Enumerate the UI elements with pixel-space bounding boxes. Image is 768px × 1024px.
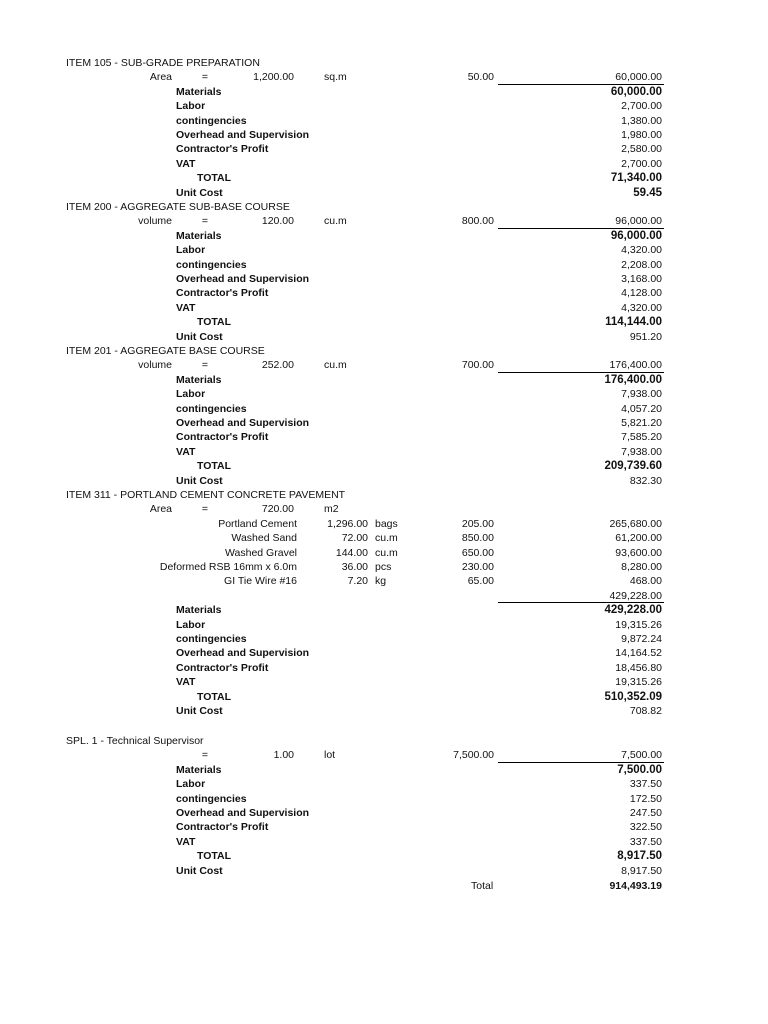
- quantity-label: volume: [138, 359, 172, 372]
- material-unit: bags: [375, 517, 398, 530]
- cost-value-total: 209,739.60: [604, 460, 662, 473]
- cost-label-labor: Labor: [176, 388, 206, 401]
- material-rate: 230.00: [461, 561, 494, 573]
- cost-value-overhead-and-supervision: 14,164.52: [615, 647, 662, 660]
- cost-value-contingencies: 172.50: [629, 792, 662, 805]
- equals-sign: =: [201, 215, 209, 228]
- material-amount: 93,600.00: [615, 546, 662, 559]
- cost-value-vat: 2,700.00: [621, 157, 662, 170]
- equals-sign: =: [201, 503, 209, 516]
- cost-label-labor: Labor: [176, 618, 206, 631]
- quantity-value: 252.00: [261, 359, 294, 372]
- cost-label-total: TOTAL: [197, 850, 232, 863]
- equals-sign: =: [201, 749, 209, 762]
- cost-label-contingencies: contingencies: [176, 114, 247, 127]
- cost-label-contractor-s-profit: Contractor's Profit: [176, 661, 269, 674]
- cost-label-contingencies: contingencies: [176, 633, 247, 645]
- cost-value-vat: 337.50: [629, 835, 662, 848]
- cost-label-contingencies: contingencies: [176, 402, 247, 415]
- materials-subtotal: 429,228.00: [609, 589, 662, 602]
- material-unit: cu.m: [375, 546, 398, 559]
- cost-value-materials: 60,000.00: [610, 85, 662, 98]
- cost-label-unit-cost: Unit Cost: [176, 705, 223, 717]
- quantity-unit: lot: [324, 749, 336, 762]
- cost-value-materials: 7,500.00: [617, 763, 662, 776]
- quantity-label: volume: [138, 215, 172, 228]
- cost-label-overhead-and-supervision: Overhead and Supervision: [176, 417, 310, 429]
- cost-label-contingencies: contingencies: [176, 258, 247, 271]
- cost-value-total: 71,340.00: [610, 172, 662, 185]
- quantity-value: 720.00: [261, 503, 294, 516]
- quantity-value: 1,200.00: [253, 71, 294, 84]
- cost-label-contractor-s-profit: Contractor's Profit: [176, 821, 269, 834]
- subtotal-rule: [498, 602, 664, 603]
- unit-rate: 700.00: [461, 359, 494, 372]
- cost-value-overhead-and-supervision: 1,980.00: [621, 129, 662, 141]
- cost-value-total: 114,144.00: [605, 316, 662, 329]
- cost-value-overhead-and-supervision: 3,168.00: [621, 273, 662, 285]
- cost-label-unit-cost: Unit Cost: [176, 864, 223, 877]
- cost-value-labor: 19,315.26: [615, 618, 662, 631]
- material-quantity: 36.00: [341, 561, 368, 573]
- section-header: SPL. 1 - Technical Supervisor: [66, 735, 204, 747]
- cost-value-labor: 7,938.00: [621, 388, 662, 401]
- cost-label-vat: VAT: [176, 445, 196, 458]
- cost-label-unit-cost: Unit Cost: [176, 330, 223, 343]
- cost-label-materials: Materials: [176, 229, 222, 242]
- cost-label-total: TOTAL: [197, 316, 232, 329]
- amount-value: 176,400.00: [609, 359, 662, 372]
- amount-value: 96,000.00: [615, 215, 662, 228]
- cost-value-overhead-and-supervision: 5,821.20: [621, 417, 662, 429]
- amount-value: 60,000.00: [615, 71, 662, 84]
- material-rate: 850.00: [461, 532, 494, 545]
- cost-value-unit-cost: 8,917.50: [621, 864, 662, 877]
- cost-value-labor: 337.50: [629, 778, 662, 791]
- cost-value-total: 510,352.09: [604, 690, 662, 703]
- cost-label-labor: Labor: [176, 778, 206, 791]
- cost-label-overhead-and-supervision: Overhead and Supervision: [176, 129, 310, 141]
- material-amount: 265,680.00: [609, 517, 662, 530]
- cost-value-contractor-s-profit: 18,456.80: [615, 661, 662, 674]
- cost-value-contingencies: 4,057.20: [621, 402, 662, 415]
- cost-value-vat: 19,315.26: [615, 676, 662, 689]
- cost-label-labor: Labor: [176, 100, 206, 113]
- cost-value-materials: 429,228.00: [604, 604, 662, 617]
- cost-label-overhead-and-supervision: Overhead and Supervision: [176, 807, 310, 819]
- cost-value-overhead-and-supervision: 247.50: [629, 807, 662, 819]
- cost-label-total: TOTAL: [197, 690, 232, 703]
- quantity-label: Area: [149, 71, 172, 84]
- subtotal-rule: [498, 372, 664, 373]
- cost-value-contractor-s-profit: 4,128.00: [621, 287, 662, 300]
- subtotal-rule: [498, 762, 664, 763]
- cost-label-materials: Materials: [176, 373, 222, 386]
- cost-label-vat: VAT: [176, 676, 196, 689]
- material-unit: kg: [375, 575, 387, 588]
- cost-label-contractor-s-profit: Contractor's Profit: [176, 287, 269, 300]
- material-name: GI Tie Wire #16: [224, 575, 297, 588]
- material-name: Portland Cement: [218, 517, 297, 530]
- cost-label-materials: Materials: [176, 763, 222, 776]
- subtotal-rule: [498, 84, 664, 85]
- material-amount: 8,280.00: [621, 561, 662, 573]
- material-quantity: 144.00: [335, 546, 368, 559]
- cost-label-vat: VAT: [176, 157, 196, 170]
- quantity-unit: cu.m: [324, 359, 347, 372]
- cost-label-unit-cost: Unit Cost: [176, 474, 223, 487]
- material-name: Washed Sand: [231, 532, 297, 545]
- quantity-unit: cu.m: [324, 215, 347, 228]
- material-name: Washed Gravel: [225, 546, 297, 559]
- subtotal-rule: [498, 228, 664, 229]
- grand-total-label: Total: [471, 879, 494, 892]
- material-amount: 468.00: [629, 575, 662, 588]
- section-header: ITEM 105 - SUB-GRADE PREPARATION: [66, 57, 260, 69]
- cost-label-unit-cost: Unit Cost: [176, 186, 223, 199]
- amount-value: 7,500.00: [621, 749, 662, 762]
- quantity-unit: m2: [324, 503, 339, 516]
- section-header: ITEM 311 - PORTLAND CEMENT CONCRETE PAVEMENT: [66, 489, 346, 501]
- cost-value-contingencies: 2,208.00: [621, 258, 662, 271]
- cost-value-contractor-s-profit: 2,580.00: [621, 143, 662, 156]
- cost-value-unit-cost: 832.30: [629, 474, 662, 487]
- cost-label-contractor-s-profit: Contractor's Profit: [176, 431, 269, 444]
- cost-label-overhead-and-supervision: Overhead and Supervision: [176, 273, 310, 285]
- cost-label-vat: VAT: [176, 301, 196, 314]
- unit-rate: 50.00: [467, 71, 494, 84]
- cost-label-total: TOTAL: [197, 172, 232, 185]
- quantity-unit: sq.m: [324, 71, 347, 84]
- cost-value-unit-cost: 951.20: [629, 330, 662, 343]
- quantity-label: Area: [149, 503, 172, 516]
- material-quantity: 7.20: [347, 575, 368, 588]
- quantity-value: 120.00: [261, 215, 294, 228]
- unit-rate: 7,500.00: [453, 749, 494, 762]
- cost-label-overhead-and-supervision: Overhead and Supervision: [176, 647, 310, 660]
- cost-value-contractor-s-profit: 7,585.20: [621, 431, 662, 444]
- cost-label-total: TOTAL: [197, 460, 232, 473]
- cost-value-contingencies: 1,380.00: [621, 114, 662, 127]
- grand-total-value: 914,493.19: [609, 879, 662, 892]
- unit-rate: 800.00: [461, 215, 494, 228]
- section-header: ITEM 200 - AGGREGATE SUB-BASE COURSE: [66, 201, 290, 213]
- cost-value-materials: 96,000.00: [610, 229, 662, 242]
- material-rate: 650.00: [461, 546, 494, 559]
- material-unit: pcs: [375, 561, 392, 573]
- cost-label-vat: VAT: [176, 835, 196, 848]
- material-quantity: 72.00: [341, 532, 368, 545]
- cost-value-vat: 4,320.00: [621, 301, 662, 314]
- cost-value-unit-cost: 59.45: [633, 186, 662, 199]
- cost-label-materials: Materials: [176, 85, 222, 98]
- cost-value-materials: 176,400.00: [604, 373, 662, 386]
- equals-sign: =: [201, 359, 209, 372]
- equals-sign: =: [201, 71, 209, 84]
- cost-label-labor: Labor: [176, 244, 206, 257]
- cost-value-vat: 7,938.00: [621, 445, 662, 458]
- material-quantity: 1,296.00: [327, 517, 368, 530]
- material-rate: 205.00: [461, 517, 494, 530]
- material-rate: 65.00: [467, 575, 494, 588]
- material-name: Deformed RSB 16mm x 6.0m: [159, 561, 297, 573]
- cost-value-labor: 2,700.00: [621, 100, 662, 113]
- section-header: ITEM 201 - AGGREGATE BASE COURSE: [66, 345, 265, 357]
- quantity-value: 1.00: [273, 749, 294, 762]
- cost-label-contingencies: contingencies: [176, 792, 247, 805]
- cost-value-unit-cost: 708.82: [629, 705, 662, 717]
- material-unit: cu.m: [375, 532, 398, 545]
- cost-value-labor: 4,320.00: [621, 244, 662, 257]
- cost-value-contingencies: 9,872.24: [621, 633, 662, 645]
- cost-value-total: 8,917.50: [617, 850, 662, 863]
- cost-value-contractor-s-profit: 322.50: [629, 821, 662, 834]
- cost-label-contractor-s-profit: Contractor's Profit: [176, 143, 269, 156]
- material-amount: 61,200.00: [615, 532, 662, 545]
- cost-label-materials: Materials: [176, 604, 222, 617]
